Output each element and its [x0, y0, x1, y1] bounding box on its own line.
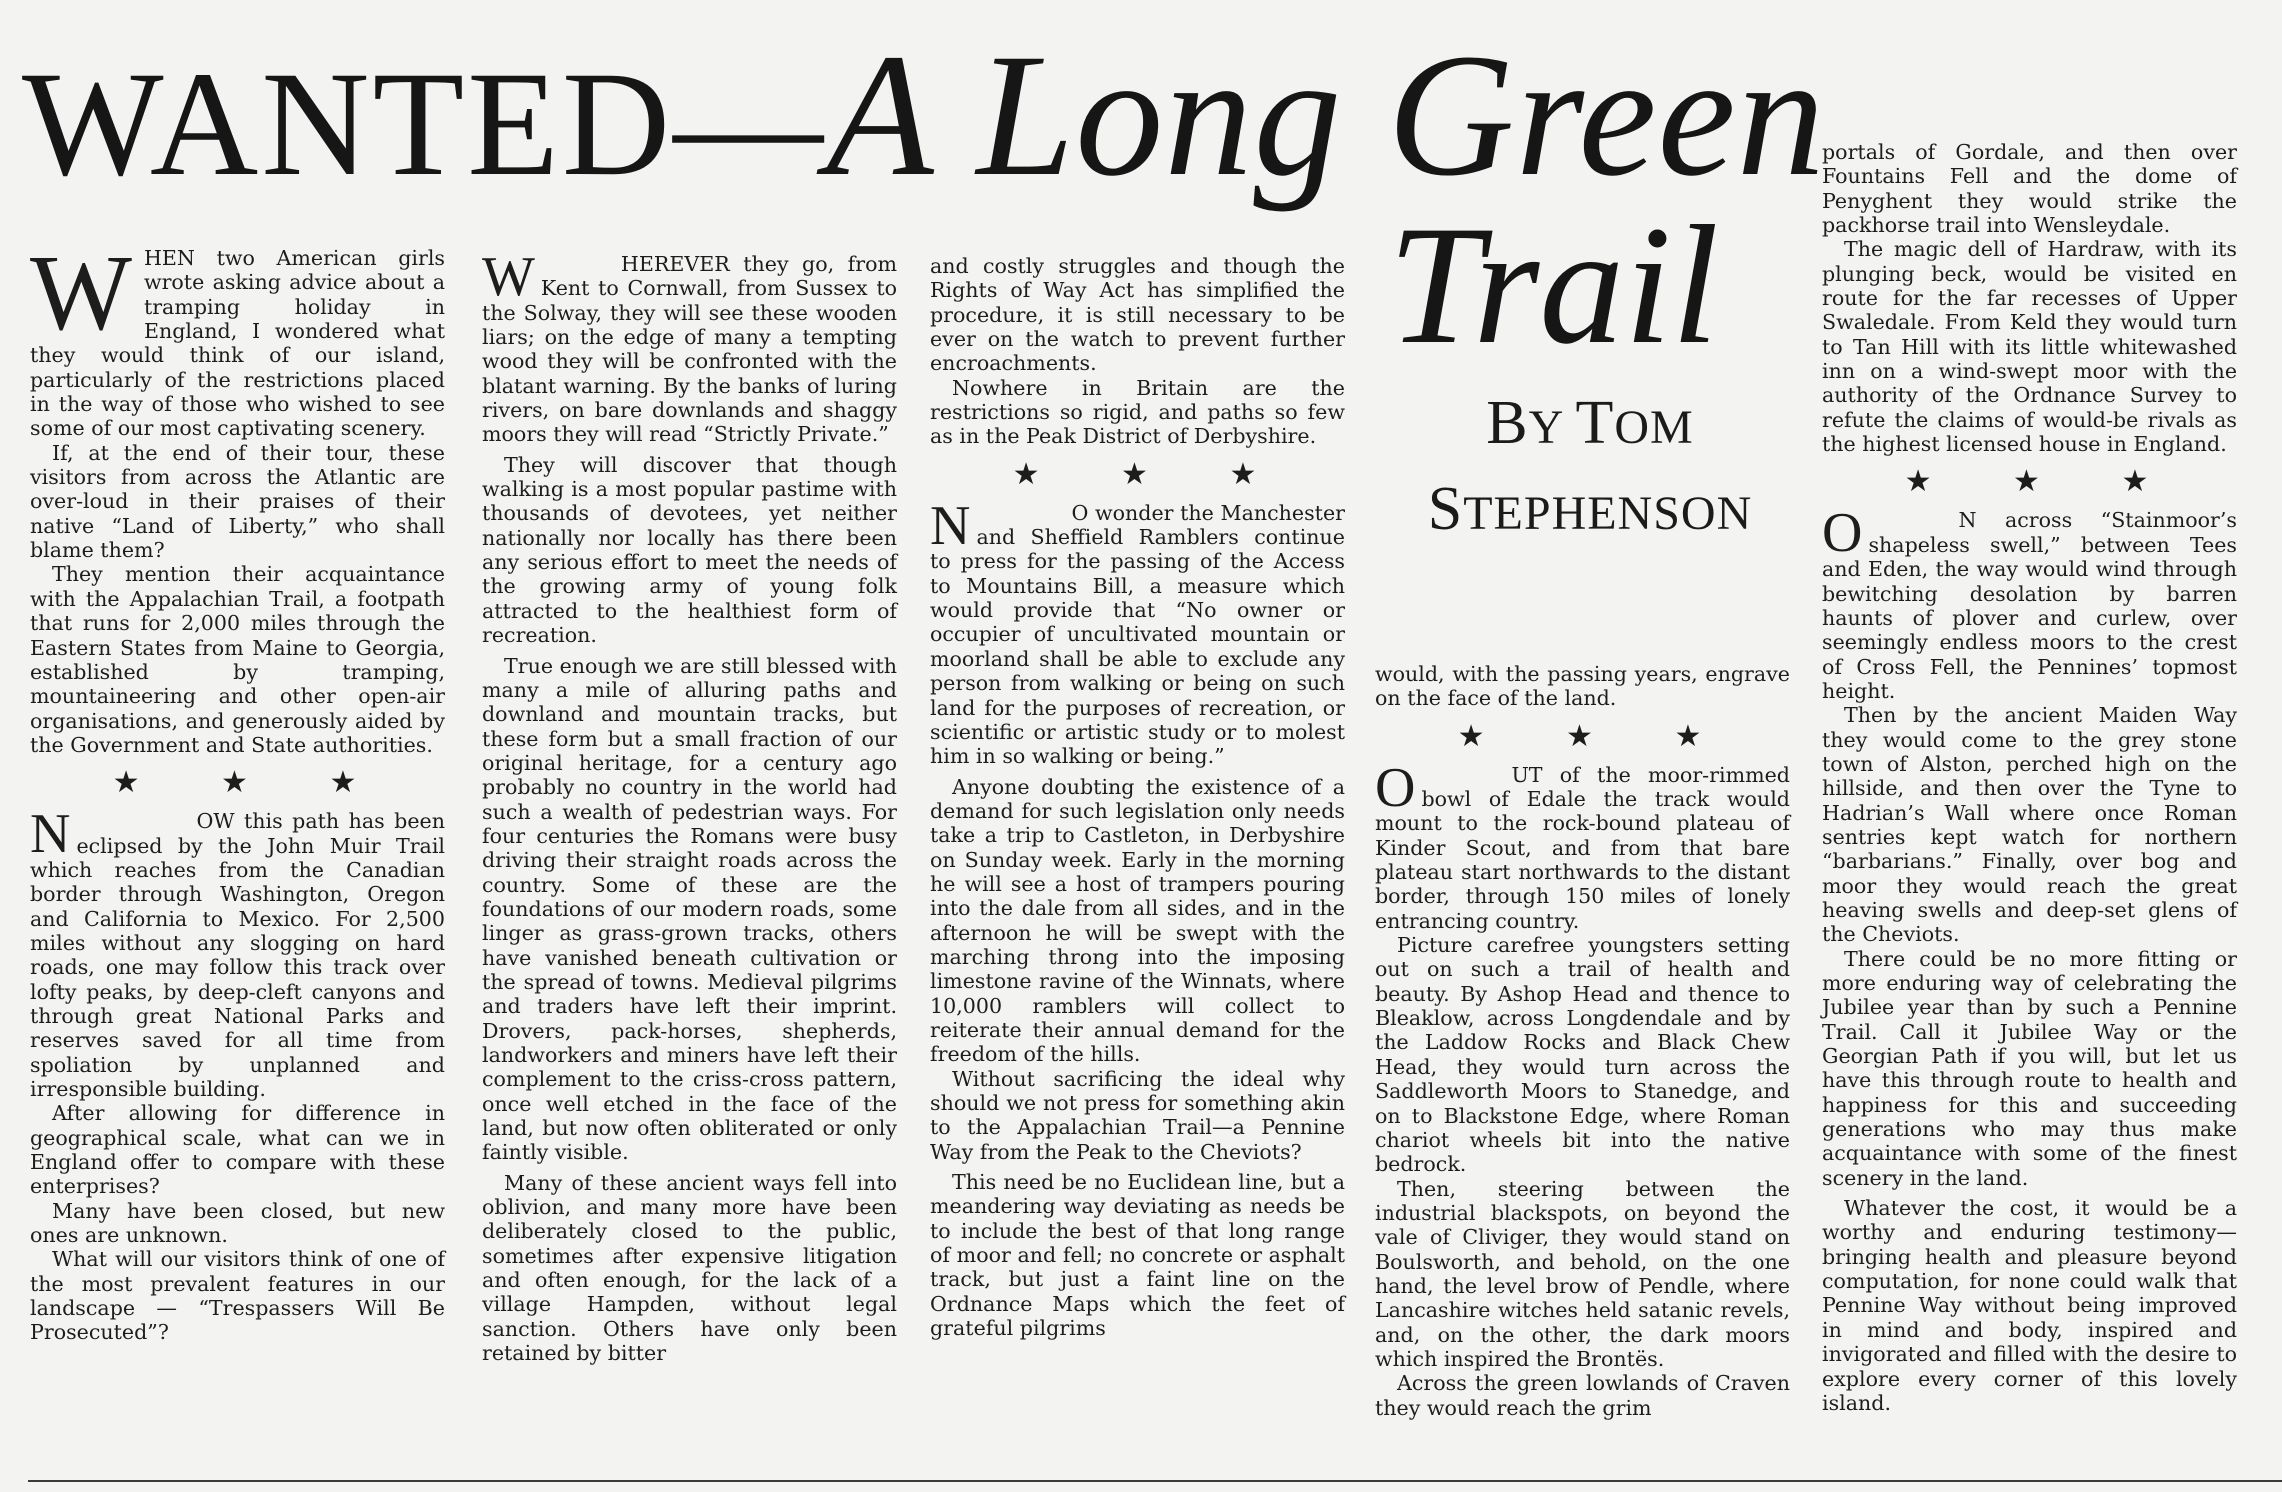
drop-cap: W — [482, 246, 535, 308]
paragraph: portals of Gordale, and then over Fountains Fell and the dome of Penyghent they would strike the packhorse trail into Wensleydale. — [1822, 140, 2237, 238]
article-column-2 — [482, 246, 897, 1366]
bottom-rule — [28, 1480, 2282, 1482]
drop-cap: O — [1822, 502, 1863, 565]
section-separator-stars: ★ ★ ★ — [1457, 718, 1738, 754]
byline-author: STEPHENSON — [1427, 475, 1753, 543]
article-column-5 — [1822, 140, 2237, 1415]
paragraph: Nowhere in Britain are the restrictions so rigid, and paths so few as in the Peak District of Derbyshire. — [930, 375, 1345, 449]
paragraph: N O wonder the Manchester and Sheffield Ramblers continue to press for the passing of the Access to Mountains Bill, a measure which would provide that “No owner or occupier of uncultivated mountain or moorland shall be able to exclude any person from walking or being on such land for the purposes of recreation, or scientific or artistic study or to molest him in so walking or being.” — [930, 494, 1345, 769]
paragraph: and costly struggles and though the Rights of Way Act has simplified the procedure, it is still necessary to be ever on the watch to prevent further encroachments. — [930, 254, 1345, 376]
article-column-1 — [30, 234, 445, 1345]
paragraph: Many have been closed, but new ones are unknown. — [30, 1198, 445, 1248]
article-column-4 — [1375, 662, 1790, 1420]
paragraph: They will discover that though walking is a most popular pastime with thousands of devotees, yet neither nationally nor locally has there been any serious effort to meet the needs of the growing army of young folk attracted to the healthiest form of recreation. — [482, 452, 897, 648]
paragraph: After allowing for difference in geographical scale, what can we in England offer to compare with these enterprises? — [30, 1101, 445, 1199]
drop-cap: N — [30, 803, 71, 866]
paragraph: O UT of the moor-rimmed bowl of Edale the track would mount to the rock-bound plateau of Kinder Scout, and from that bare plateau start northwards to the distant border, through 150 miles of lonely entrancing country. — [1375, 756, 1790, 933]
headline-wanted: WANTED— — [22, 41, 827, 207]
drop-cap: O — [1375, 756, 1416, 819]
paragraph: They mention their acquaintance with the Appalachian Trail, a footpath that runs for 2,000 miles through the Eastern States from Maine to Georgia, established by tramping, mountaineering and other open-air organisations, and generously aided by the Government and State authorities. — [30, 562, 445, 757]
paragraph: What will our visitors think of one of the most prevalent features in our landscape — “Trespassers Will Be Prosecuted”? — [30, 1247, 445, 1345]
drop-cap: N — [930, 494, 971, 557]
paragraph: N OW this path has been eclipsed by the John Muir Trail which reaches from the Canadian border through Washington, Oregon and California to Mexico. For 2,500 miles without any slogging on hard roads, one may follow this track over lofty peaks, by deep-cleft canyons and through great National Parks and reserves saved for all time from spoliation by unplanned and irresponsible building. — [30, 803, 445, 1101]
drop-cap: W — [30, 234, 132, 353]
headline — [22, 18, 1826, 213]
paragraph: would, with the passing years, engrave on the face of the land. — [1375, 662, 1790, 711]
paragraph: Then by the ancient Maiden Way they would come to the grey stone town of Alston, perched high on the hillside, and then over the Tyne to Hadrian’s Wall where once Roman sentries kept watch for northern “barbarians.” Finally, over bog and moor they would reach the great heaving swells and deep-set glens of the Cheviots. — [1822, 703, 2237, 947]
section-separator-stars: ★ ★ ★ — [1904, 464, 2185, 500]
paragraph: Across the green lowlands of Craven they would reach the grim — [1375, 1371, 1790, 1420]
paragraph: Anyone doubting the existence of a demand for such legislation only needs take a trip to Castleton, in Derbyshire on Sunday week. Early in the morning he will see a host of trampers pouring into the dale from all sides, and in the afternoon he will be swept with the marching throng into the imposing limestone ravine of the Winnats, where 10,000 ramblers will collect to reiterate their annual demand for the freedom of the hills. — [930, 774, 1345, 1067]
paragraph: Whatever the cost, it would be a worthy and enduring testimony—bringing health and pleasure beyond computation, for none could walk that Pennine Way without being improved in mind and body, inspired and invigorated and filled with the desire to explore every corner of this lovely island. — [1822, 1196, 2237, 1415]
headline-long-green: A Long Green — [826, 18, 1826, 213]
paragraph: If, at the end of their tour, these visitors from across the Atlantic are over-loud in their praises of their native “Land of Liberty,” who shall blame them? — [30, 440, 445, 563]
paragraph: Picture carefree youngsters setting out on such a trail of health and beauty. By Ashop Head and thence to Bleaklow, across Longdendale and by the Laddow Rocks and Black Chew Head, they would turn across the Saddleworth Moors to Stanedge, and on to Blackstone Edge, where Roman chariot wheels bit into the native bedrock. — [1375, 933, 1790, 1177]
section-separator-stars: ★ ★ ★ — [112, 765, 393, 801]
paragraph: There could be no more fitting or more enduring way of celebrating the Jubilee year than by such a Pennine Trail. Call it Jubilee Way or the Georgian Path if you will, but let us have this through route to health and happiness for this and succeeding generations who may thus make acquaintance with some of the finest scenery in the land. — [1822, 946, 2237, 1190]
paragraph: True enough we are still blessed with many a mile of alluring paths and downland and mountain tracks, but these form but a small fraction of our original heritage, for a century ago probably no country in the world had such a wealth of pedestrian ways. For four centuries the Romans were busy driving their straight roads across the country. Some of these are the foundations of our modern roads, some linger as grass-grown tracks, others have vanished beneath cultivation or the spread of towns. Medieval pilgrims and traders have left their imprint. Drovers, pack-horses, shepherds, landworkers and miners have left their complement to the criss-cross pattern, once well etched in the face of the land, but now often obliterated or only faintly visible. — [482, 653, 897, 1165]
article-column-3 — [930, 254, 1345, 1340]
paragraph: O N across “Stainmoor’s shapeless swell,” between Tees and Eden, the way would wind through bewitching desolation by barren haunts of plover and curlew, over seemingly endless moors to the crest of Cross Fell, the Pennines’ topmost height. — [1822, 502, 2237, 703]
headline-trail: Trail — [1388, 191, 1719, 379]
paragraph: W HEREVER they go, from Kent to Cornwall, from Sussex to the Solway, they will see these wooden liars; on the edge of many a tempting wood they will be confronted with the blatant warning. By the banks of luring rivers, on bare downlands and shaggy moors they will read “Strictly Private.” — [482, 246, 897, 447]
paragraph: Without sacrificing the ideal why should we not press for something akin to the Appalachian Trail—a Pennine Way from the Peak to the Cheviots? — [930, 1066, 1345, 1164]
paragraph: This need be no Euclidean line, but a meandering way deviating as needs be to include the best of that long range of moor and fell; no concrete or asphalt track, but just a faint line on the Ordnance Maps which the feet of grateful pilgrims — [930, 1170, 1345, 1341]
paragraph: Many of these ancient ways fell into oblivion, and many more have been deliberately closed to the public, sometimes after expensive litigation and often enough, for the lack of a village Hampden, without legal sanction. Others have only been retained by bitter — [482, 1170, 897, 1366]
byline-line-1: BY TOM — [1486, 389, 1694, 457]
paragraph: Then, steering between the industrial blackspots, on beyond the vale of Cliviger, they would stand on Boulsworth, and behold, on the one hand, the level brow of Pendle, where Lancashire witches held satanic revels, and, on the other, the dark moors which inspired the Brontës. — [1375, 1176, 1790, 1371]
paragraph: WHEN two American girls wrote asking advice about a tramping holiday in England, I wondered what they would think of our island, particularly of the restrictions placed in the way of those who wished to see some of our most captivating scenery. — [30, 234, 445, 441]
paragraph: The magic dell of Hardraw, with its plunging beck, would be visited en route for the far recesses of Upper Swaledale. From Keld they would turn to Tan Hill with its little whitewashed inn on a wind-swept moor with the authority of the Ordnance Survey to refute the claims of would-be rivals as the highest licensed house in England. — [1822, 237, 2237, 457]
section-separator-stars: ★ ★ ★ — [1012, 456, 1293, 492]
